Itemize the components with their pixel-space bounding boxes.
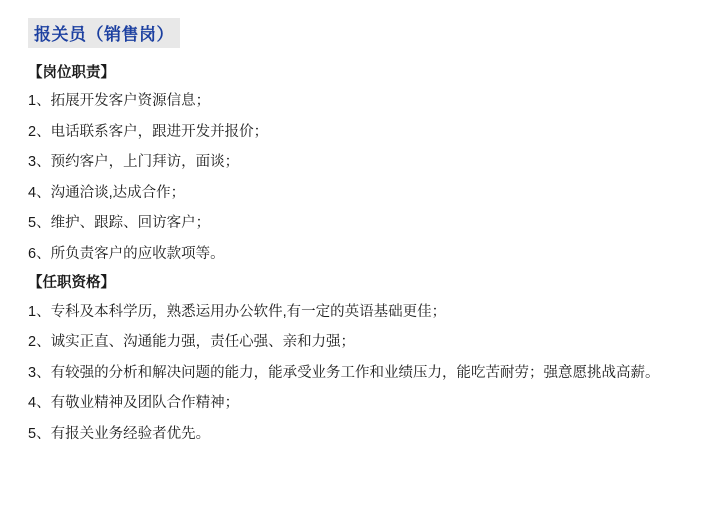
list-item: 3、预约客户，上门拜访，面谈； [28, 154, 240, 171]
list-item: 5、有报关业务经验者优先。 [28, 425, 211, 442]
section-qualifications [28, 272, 693, 446]
section-heading: 【任职资格】 [28, 275, 115, 292]
section-responsibilities [28, 62, 693, 266]
page-title [28, 18, 693, 48]
list-item: 1、拓展开发客户资源信息； [28, 93, 211, 110]
list-item: 4、有敬业精神及团队合作精神； [28, 395, 240, 412]
list-item: 1、专科及本科学历，熟悉运用办公软件,有一定的英语基础更佳； [28, 303, 447, 320]
job-title-text: 报关员（销售岗） [28, 18, 180, 48]
section-heading: 【岗位职责】 [28, 65, 115, 81]
list-item: 3、有较强的分析和解决问题的能力，能承受业务工作和业绩压力，能吃苦耐劳；强意愿挑战高薪。 [28, 364, 660, 381]
list-item: 6、所负责客户的应收款项等。 [28, 245, 225, 262]
list-item: 2、诚实正直、沟通能力强，责任心强、亲和力强； [28, 334, 356, 351]
list-item: 4、沟通洽谈,达成合作； [28, 184, 186, 201]
list-item: 5、维护、跟踪、回访客户； [28, 215, 211, 232]
list-item: 2、电话联系客户，跟进开发并报价； [28, 123, 269, 140]
